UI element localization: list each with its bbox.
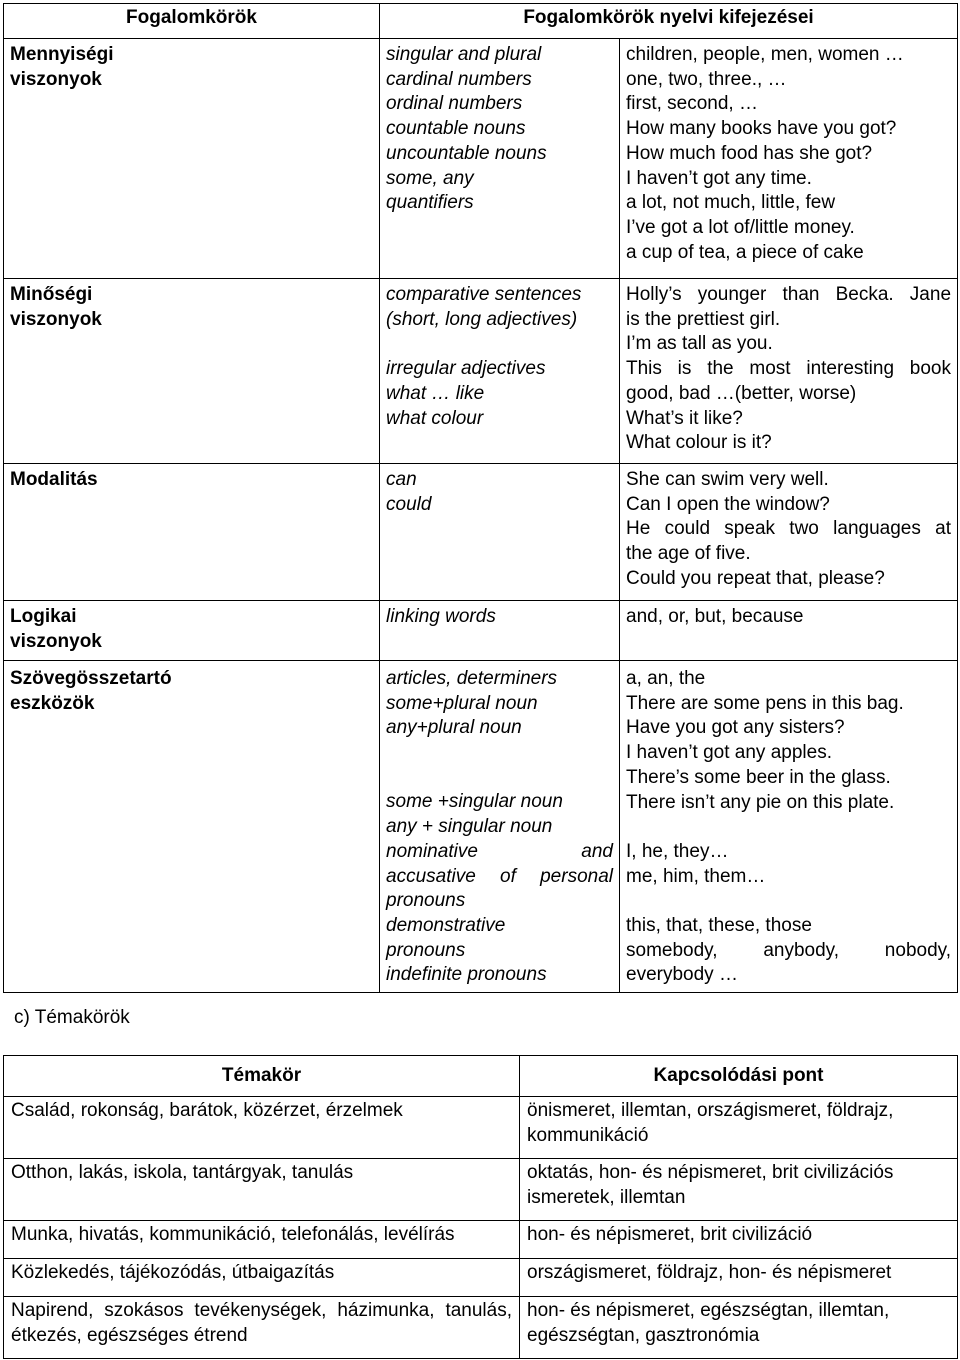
link-cell: hon- és népismeret, egészségtan, illemtan, egészségtan, gasztronómia: [520, 1297, 958, 1359]
example-item: How many books have you got?: [626, 118, 897, 140]
link-cell: országismeret, földrajz, hon- és népismeret: [520, 1259, 958, 1297]
topic-cell: Otthon, lakás, iskola, tantárgyak, tanulás: [4, 1159, 520, 1221]
table-row: [4, 1097, 958, 1159]
grammar-concepts-table: [3, 3, 958, 993]
category-cell: [4, 661, 380, 993]
category-label: Logikai viszonyok: [10, 606, 102, 652]
example-item: one, two, three., …: [626, 68, 787, 90]
example-item: me, him, them…: [626, 865, 766, 887]
table-row: [4, 1297, 958, 1359]
category-cell: [4, 601, 380, 661]
concepts-cell: [380, 279, 620, 464]
concept-item: (short, long adjectives): [386, 308, 578, 330]
category-cell: [4, 464, 380, 601]
concept-item: any+plural noun: [386, 717, 522, 739]
table-row: [4, 661, 958, 993]
example-item: and, or, but, because: [626, 606, 804, 627]
example-item: He could speak two languages at: [626, 518, 952, 540]
category-label: Modalitás: [10, 469, 98, 490]
header-topic: Témakör: [4, 1056, 520, 1097]
topics-table: [3, 1055, 958, 1359]
example-item: a cup of tea, a piece of cake: [626, 241, 864, 263]
concept-item: some, any: [386, 167, 474, 189]
examples-cell: [620, 661, 958, 993]
topic-cell: Közlekedés, tájékozódás, útbaigazítás: [4, 1259, 520, 1297]
concept-item: accusative of personal: [386, 865, 613, 887]
concept-item: indefinite pronouns: [386, 964, 547, 986]
example-item: There isn’t any pie on this plate.: [626, 791, 895, 813]
example-item: I haven’t got any time.: [626, 167, 812, 189]
examples-cell: [620, 601, 958, 661]
concepts-cell: [380, 464, 620, 601]
examples-cell: [620, 279, 958, 464]
category-label: Minőségi viszonyok: [10, 284, 102, 330]
concepts-cell: [380, 661, 620, 993]
table-header-row: [4, 4, 958, 39]
spacer: [386, 741, 613, 766]
header-link: Kapcsolódási pont: [520, 1056, 958, 1097]
example-item: good, bad …(better, worse): [626, 382, 857, 404]
example-item: Holly’s younger than Becka. Jane: [626, 284, 952, 305]
concept-item: could: [386, 493, 432, 515]
spacer: [626, 815, 951, 840]
spacer: [386, 766, 613, 791]
example-item: this, that, these, those: [626, 915, 812, 936]
concept-item: ordinal numbers: [386, 93, 523, 115]
example-item: I haven’t got any apples.: [626, 742, 832, 764]
example-item: This is the most interesting book: [626, 358, 952, 380]
category-cell: [4, 39, 380, 279]
concept-item: countable nouns: [386, 118, 526, 140]
concept-item: what colour: [386, 407, 484, 429]
concept-item: uncountable nouns: [386, 142, 547, 164]
concept-item: singular and plural: [386, 44, 542, 65]
table-row: [4, 1159, 958, 1221]
header-expressions: Fogalomkörök nyelvi kifejezései: [380, 4, 958, 39]
category-label: Szövegösszetartó eszközök: [10, 668, 172, 714]
category-label: Mennyiségi viszonyok: [10, 44, 114, 90]
concept-item: articles, determiners: [386, 668, 558, 689]
topic-cell: Család, rokonság, barátok, közérzet, érzelmek: [4, 1097, 520, 1159]
example-item: a, an, the: [626, 668, 706, 689]
example-item: the age of five.: [626, 543, 751, 565]
concept-item: comparative sentences: [386, 284, 582, 305]
table-row: [4, 279, 958, 464]
concept-item: irregular adjectives: [386, 358, 546, 380]
example-item: She can swim very well.: [626, 469, 829, 490]
category-cell: [4, 279, 380, 464]
header-concepts: Fogalomkörök: [4, 4, 380, 39]
topic-cell: Munka, hivatás, kommunikáció, telefonálás, levélírás: [4, 1221, 520, 1259]
example-item: children, people, men, women …: [626, 44, 904, 65]
concept-item: what … like: [386, 382, 485, 404]
section-title: c) Témakörök: [14, 1007, 130, 1028]
examples-cell: [620, 464, 958, 601]
concept-item: demonstrative: [386, 915, 506, 936]
concept-item: nominative and: [386, 840, 613, 862]
concept-item: any + singular noun: [386, 816, 553, 838]
example-item: I, he, they…: [626, 840, 729, 862]
example-item: I’m as tall as you.: [626, 333, 773, 355]
concepts-cell: [380, 601, 620, 661]
example-item: Can I open the window?: [626, 493, 830, 515]
table-row: [4, 39, 958, 279]
link-cell: önismeret, illemtan, országismeret, földrajz, kommunikáció: [520, 1097, 958, 1159]
example-item: How much food has she got?: [626, 142, 873, 164]
example-item: Could you repeat that, please?: [626, 567, 885, 589]
link-cell: hon- és népismeret, brit civilizáció: [520, 1221, 958, 1259]
examples-cell: [620, 39, 958, 279]
concept-item: can: [386, 469, 417, 490]
concept-item: linking words: [386, 606, 496, 627]
example-item: first, second, …: [626, 93, 758, 115]
concept-item: quantifiers: [386, 192, 474, 214]
table-header-row: [4, 1056, 958, 1097]
table-row: [4, 464, 958, 601]
example-item: everybody …: [626, 964, 738, 986]
topic-cell: Napirend, szokásos tevékenységek, házimunka, tanulás, étkezés, egészséges étrend: [4, 1297, 520, 1359]
example-item: There are some pens in this bag.: [626, 692, 904, 714]
example-item: somebody, anybody, nobody,: [626, 939, 952, 961]
spacer: [386, 332, 613, 357]
concept-item: some +singular noun: [386, 791, 563, 813]
example-item: There’s some beer in the glass.: [626, 766, 891, 788]
example-item: Have you got any sisters?: [626, 717, 845, 739]
concept-item: pronouns: [386, 890, 466, 912]
table-row: [4, 601, 958, 661]
example-item: a lot, not much, little, few: [626, 192, 836, 214]
spacer: [626, 889, 951, 914]
concept-item: some+plural noun: [386, 692, 538, 714]
concept-item: pronouns: [386, 939, 466, 961]
example-item: I’ve got a lot of/little money.: [626, 216, 855, 238]
table-row: [4, 1259, 958, 1297]
example-item: What colour is it?: [626, 432, 772, 454]
example-item: is the prettiest girl.: [626, 308, 781, 330]
example-item: What’s it like?: [626, 407, 743, 429]
concept-item: cardinal numbers: [386, 68, 532, 90]
link-cell: oktatás, hon- és népismeret, brit civilizációs ismeretek, illemtan: [520, 1159, 958, 1221]
table-row: [4, 1221, 958, 1259]
concepts-cell: [380, 39, 620, 279]
